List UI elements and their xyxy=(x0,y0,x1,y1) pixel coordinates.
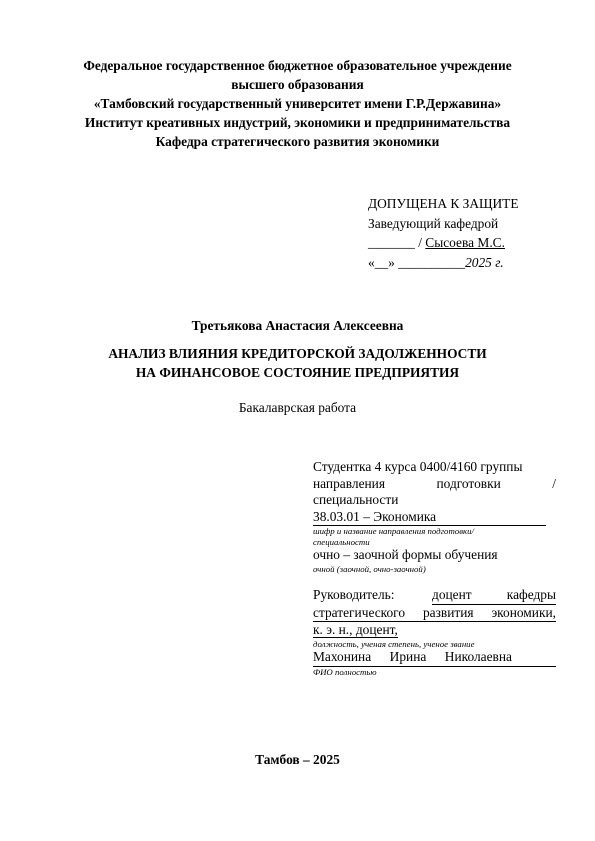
thesis-title xyxy=(60,345,535,382)
header-line: Федеральное государственное бюджетное образовательное учреждение xyxy=(83,58,512,73)
supervisor-name-caption: ФИО полностью xyxy=(313,666,377,677)
supervisor-name-word: Николаевна xyxy=(444,649,512,664)
header-line: «Тамбовский государственный университет имени Г.Р.Державина» xyxy=(93,96,502,111)
supervisor-position-word: доцент xyxy=(432,587,472,602)
speciality-label: специальности xyxy=(313,492,399,507)
supervisor-position-word: кафедры xyxy=(506,587,556,602)
direction-word: направления xyxy=(313,475,386,491)
speciality-value: 38.03.01 – Экономика xyxy=(313,509,546,527)
supervisor-name-word: Махонина xyxy=(313,649,372,664)
study-form-caption: очной (заочной, очно-заочной) xyxy=(313,563,426,574)
supervisor-degree: к. э. н., доцент, xyxy=(313,622,398,637)
head-name: Сысоева М.С. xyxy=(425,235,505,250)
speciality-caption: шифр и название направления подготовки/ xyxy=(313,526,474,536)
approval-date-line xyxy=(368,253,519,273)
direction-word: подготовки xyxy=(436,475,501,491)
header-line: Институт креативных индустрий, экономики и предпринимательства xyxy=(84,115,511,130)
work-type: Бакалаврская работа xyxy=(238,400,357,415)
supervisor-caption: должность, ученая степень, ученое звание xyxy=(313,638,475,649)
supervisor-department-word: экономики, xyxy=(491,604,556,620)
supervisor-label: Руководитель: xyxy=(313,587,395,602)
approval-signature-line xyxy=(368,233,519,253)
header-line: Кафедра стратегического развития экономики xyxy=(155,134,440,149)
date-year: 2025 г. xyxy=(465,254,504,270)
city-year: Тамбов – 2025 xyxy=(255,752,340,767)
supervisor-department-word: развития xyxy=(422,604,474,620)
supervisor-department-word: стратегического xyxy=(313,604,406,620)
author-name: Третьякова Анастасия Алексеевна xyxy=(191,318,404,333)
direction-line xyxy=(313,476,556,493)
supervisor-name-word: Ирина xyxy=(389,649,427,664)
supervisor-department-line xyxy=(313,605,556,623)
supervisor-degree-line xyxy=(313,622,556,639)
signature-separator: / xyxy=(414,235,426,250)
direction-word: / xyxy=(552,475,556,491)
study-form: очно – заочной формы обучения xyxy=(313,547,498,562)
supervisor-line xyxy=(313,587,556,605)
student-info-block xyxy=(313,459,556,677)
thesis-title-line: НА ФИНАНСОВОЕ СОСТОЯНИЕ ПРЕДПРИЯТИЯ xyxy=(135,364,460,380)
header-line: высшего образования xyxy=(231,77,364,92)
student-course-group: Студентка 4 курса 0400/4160 группы xyxy=(313,459,523,474)
signature-blank: _______ xyxy=(368,235,415,250)
speciality-caption: специальности xyxy=(313,536,370,547)
approval-block xyxy=(368,194,519,272)
date-blank: «__» __________ xyxy=(368,254,466,270)
approval-title: ДОПУЩЕНА К ЗАЩИТЕ xyxy=(368,196,519,211)
approval-role: Заведующий кафедрой xyxy=(368,215,499,231)
supervisor-name-line xyxy=(313,649,556,667)
institution-header xyxy=(60,56,535,151)
thesis-title-line: АНАЛИЗ ВЛИЯНИЯ КРЕДИТОРСКОЙ ЗАДОЛЖЕННОСТИ xyxy=(108,346,487,361)
